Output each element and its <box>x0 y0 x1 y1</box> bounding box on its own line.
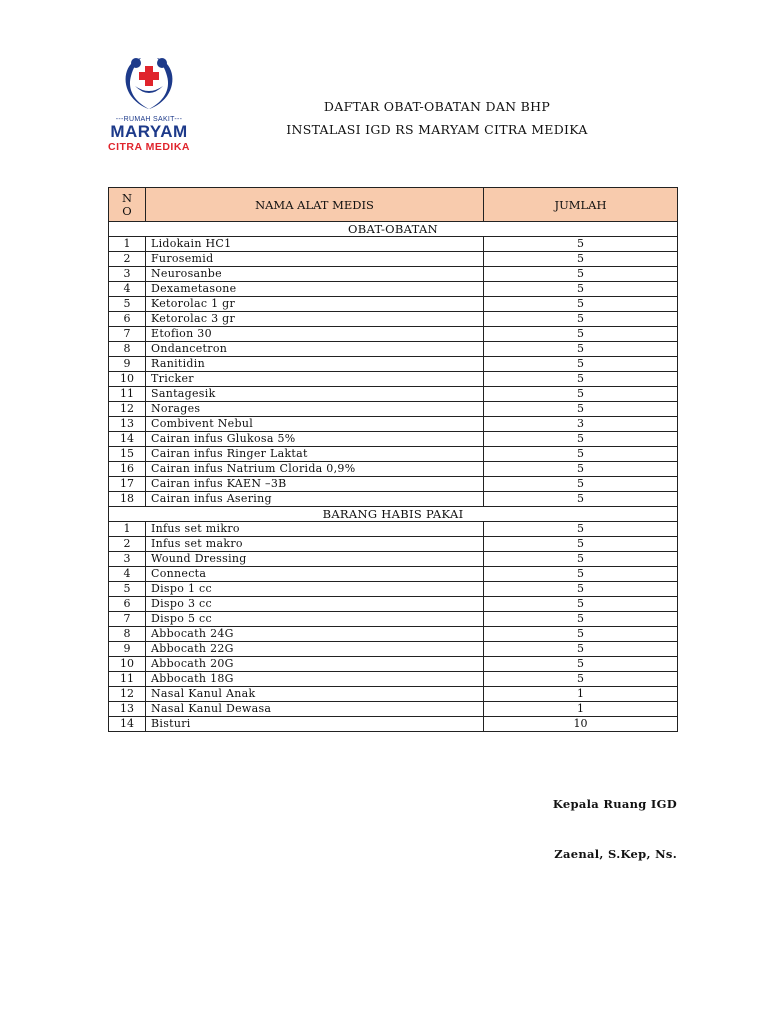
row-number: 13 <box>109 702 146 717</box>
item-name: Cairan infus Asering <box>146 492 484 507</box>
item-name: Dispo 3 cc <box>146 597 484 612</box>
item-quantity: 5 <box>484 327 678 342</box>
column-header-no-part1: N <box>121 190 133 205</box>
table-row <box>109 447 678 462</box>
item-name: Cairan infus KAEN –3B <box>146 477 484 492</box>
row-number: 14 <box>109 432 146 447</box>
section-title: BARANG HABIS PAKAI <box>109 507 678 522</box>
item-quantity: 5 <box>484 372 678 387</box>
column-header-name: NAMA ALAT MEDIS <box>146 188 484 222</box>
table-row <box>109 432 678 447</box>
row-number: 2 <box>109 252 146 267</box>
item-name: Nasal Kanul Anak <box>146 687 484 702</box>
row-number: 13 <box>109 417 146 432</box>
table-row <box>109 522 678 537</box>
section-header-row <box>109 507 678 522</box>
item-name: Norages <box>146 402 484 417</box>
item-name: Neurosanbe <box>146 267 484 282</box>
logo-subtitle: ---RUMAH SAKIT--- <box>115 116 183 123</box>
table-row <box>109 627 678 642</box>
logo-name: MARYAM <box>110 122 188 141</box>
row-number: 16 <box>109 462 146 477</box>
signature-name: Zaenal, S.Kep, Ns. <box>554 847 677 861</box>
item-quantity: 5 <box>484 477 678 492</box>
row-number: 5 <box>109 582 146 597</box>
signature-role: Kepala Ruang IGD <box>552 797 677 811</box>
row-number: 10 <box>109 372 146 387</box>
row-number: 12 <box>109 687 146 702</box>
row-number: 8 <box>109 627 146 642</box>
item-quantity: 5 <box>484 537 678 552</box>
item-quantity: 5 <box>484 672 678 687</box>
item-name: Santagesik <box>146 387 484 402</box>
item-name: Ondancetron <box>146 342 484 357</box>
item-name: Dispo 1 cc <box>146 582 484 597</box>
item-quantity: 5 <box>484 582 678 597</box>
item-quantity: 5 <box>484 657 678 672</box>
item-name: Etofion 30 <box>146 327 484 342</box>
item-name: Connecta <box>146 567 484 582</box>
row-number: 1 <box>109 522 146 537</box>
row-number: 14 <box>109 717 146 732</box>
item-name: Cairan infus Natrium Clorida 0,9% <box>146 462 484 477</box>
row-number: 7 <box>109 327 146 342</box>
table-row <box>109 687 678 702</box>
item-quantity: 5 <box>484 432 678 447</box>
item-quantity: 1 <box>484 687 678 702</box>
table-row <box>109 327 678 342</box>
item-quantity: 5 <box>484 552 678 567</box>
item-quantity: 5 <box>484 597 678 612</box>
table-row <box>109 492 678 507</box>
table-row <box>109 657 678 672</box>
row-number: 9 <box>109 642 146 657</box>
item-name: Ketorolac 3 gr <box>146 312 484 327</box>
row-number: 15 <box>109 447 146 462</box>
item-quantity: 5 <box>484 237 678 252</box>
item-name: Ketorolac 1 gr <box>146 297 484 312</box>
item-name: Cairan infus Glukosa 5% <box>146 432 484 447</box>
item-quantity: 3 <box>484 417 678 432</box>
row-number: 2 <box>109 537 146 552</box>
item-quantity: 5 <box>484 522 678 537</box>
row-number: 9 <box>109 357 146 372</box>
item-quantity: 5 <box>484 402 678 417</box>
section-header-row <box>109 222 678 237</box>
item-quantity: 5 <box>484 567 678 582</box>
item-name: Ranitidin <box>146 357 484 372</box>
table-row <box>109 402 678 417</box>
item-name: Abbocath 18G <box>146 672 484 687</box>
item-quantity: 5 <box>484 627 678 642</box>
item-quantity: 5 <box>484 357 678 372</box>
logo-city: CITRA MEDIKA <box>107 141 191 153</box>
item-quantity: 5 <box>484 267 678 282</box>
item-name: Furosemid <box>146 252 484 267</box>
table-row <box>109 552 678 567</box>
row-number: 10 <box>109 657 146 672</box>
item-quantity: 10 <box>484 717 678 732</box>
document-title: DAFTAR OBAT-OBATAN DAN BHP <box>323 99 551 114</box>
row-number: 6 <box>109 312 146 327</box>
table-row <box>109 297 678 312</box>
row-number: 3 <box>109 552 146 567</box>
row-number: 12 <box>109 402 146 417</box>
item-name: Dispo 5 cc <box>146 612 484 627</box>
table-row <box>109 357 678 372</box>
section-title: OBAT-OBATAN <box>109 222 678 237</box>
table-row <box>109 612 678 627</box>
item-name: Abbocath 22G <box>146 642 484 657</box>
item-name: Infus set mikro <box>146 522 484 537</box>
item-quantity: 5 <box>484 252 678 267</box>
row-number: 1 <box>109 237 146 252</box>
item-name: Dexametasone <box>146 282 484 297</box>
item-name: Combivent Nebul <box>146 417 484 432</box>
row-number: 6 <box>109 597 146 612</box>
table-row <box>109 567 678 582</box>
table-header-row <box>109 188 678 222</box>
row-number: 3 <box>109 267 146 282</box>
row-number: 11 <box>109 387 146 402</box>
row-number: 4 <box>109 282 146 297</box>
item-name: Infus set makro <box>146 537 484 552</box>
table-row <box>109 597 678 612</box>
column-header-no <box>109 188 146 222</box>
item-name: Tricker <box>146 372 484 387</box>
item-quantity: 5 <box>484 612 678 627</box>
table-row <box>109 582 678 597</box>
table-row <box>109 672 678 687</box>
item-quantity: 5 <box>484 447 678 462</box>
item-quantity: 5 <box>484 282 678 297</box>
item-name: Nasal Kanul Dewasa <box>146 702 484 717</box>
row-number: 17 <box>109 477 146 492</box>
document-subtitle: INSTALASI IGD RS MARYAM CITRA MEDIKA <box>286 122 588 137</box>
row-number: 7 <box>109 612 146 627</box>
table-row <box>109 237 678 252</box>
item-quantity: 5 <box>484 312 678 327</box>
item-quantity: 5 <box>484 492 678 507</box>
item-name: Wound Dressing <box>146 552 484 567</box>
table-row <box>109 477 678 492</box>
row-number: 11 <box>109 672 146 687</box>
table-row <box>109 282 678 297</box>
table-body <box>109 222 678 732</box>
row-number: 8 <box>109 342 146 357</box>
item-quantity: 5 <box>484 642 678 657</box>
table-row <box>109 252 678 267</box>
table-row <box>109 642 678 657</box>
item-quantity: 5 <box>484 297 678 312</box>
table-row <box>109 387 678 402</box>
table-row <box>109 537 678 552</box>
table-row <box>109 417 678 432</box>
item-quantity: 1 <box>484 702 678 717</box>
row-number: 5 <box>109 297 146 312</box>
inventory-table <box>108 187 678 732</box>
item-quantity: 5 <box>484 342 678 357</box>
column-header-qty: JUMLAH <box>484 188 678 222</box>
table-row <box>109 462 678 477</box>
item-name: Bisturi <box>146 717 484 732</box>
row-number: 18 <box>109 492 146 507</box>
item-name: Lidokain HC1 <box>146 237 484 252</box>
table-row <box>109 342 678 357</box>
table-row <box>109 372 678 387</box>
table-row <box>109 267 678 282</box>
table-row <box>109 717 678 732</box>
column-header-no-part2: O <box>122 203 132 218</box>
item-quantity: 5 <box>484 462 678 477</box>
item-quantity: 5 <box>484 387 678 402</box>
item-name: Cairan infus Ringer Laktat <box>146 447 484 462</box>
item-name: Abbocath 20G <box>146 657 484 672</box>
table-row <box>109 312 678 327</box>
item-name: Abbocath 24G <box>146 627 484 642</box>
row-number: 4 <box>109 567 146 582</box>
table-row <box>109 702 678 717</box>
